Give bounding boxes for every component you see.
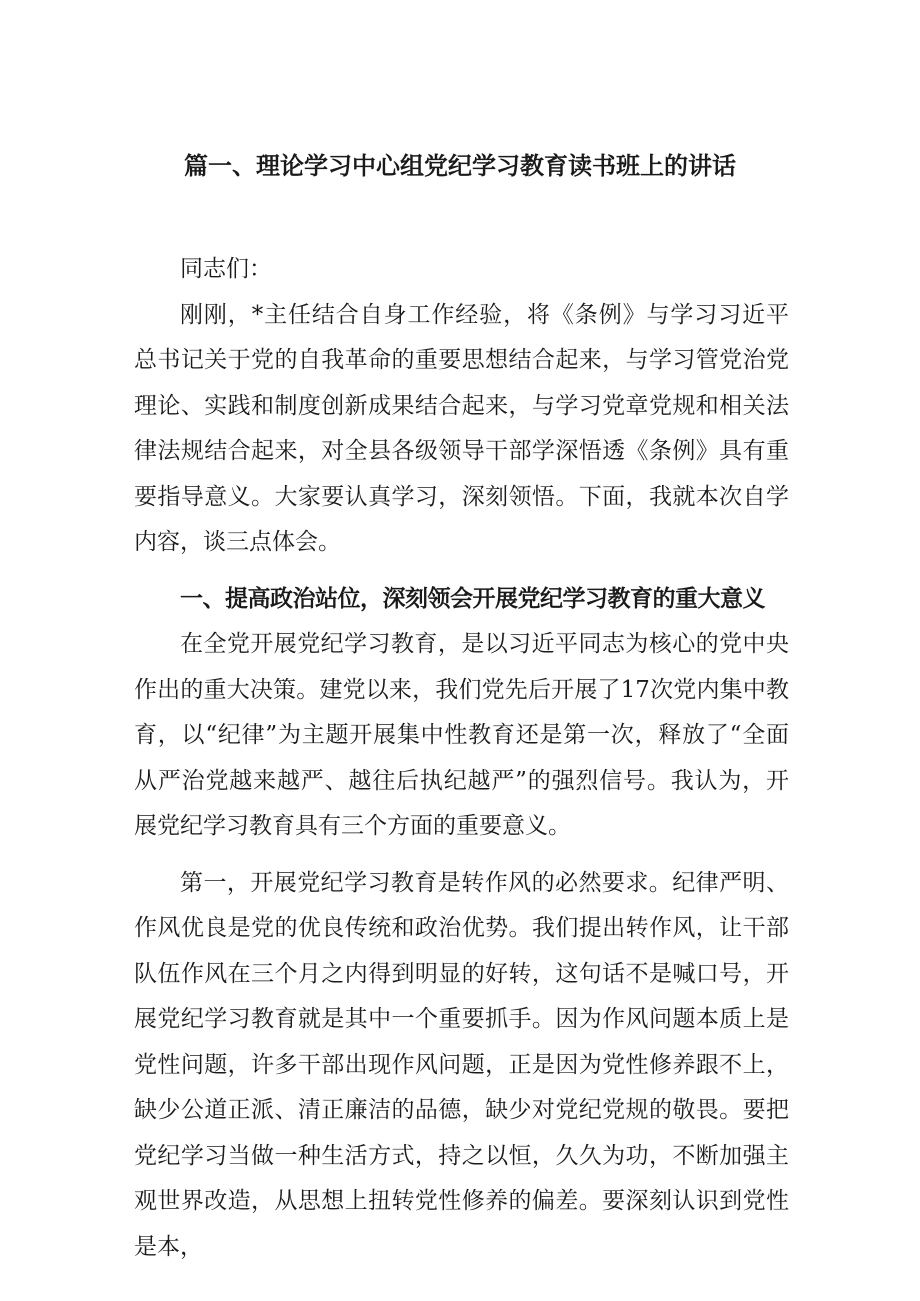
document-title: 篇一、理论学习中心组党纪学习教育读书班上的讲话 — [184, 152, 736, 180]
intro-paragraph: 刚刚，*主任结合自身工作经验，将《条例》与学习习近平总书记关于党的自我革命的重要思想结合起来，与学习管党治党理论、实践和制度创新成果结合起来，与学习党章党规和相关法律法规结合起来，对全县各级领导干部学深悟透《条例》具有重要指导意义。大家要认真学习，深刻领悟。下面，我就本次自学内容，谈三点体会。 — [134, 301, 789, 555]
document-body — [134, 247, 789, 1270]
section-body-paragraph: 在全党开展党纪学习教育，是以习近平同志为核心的党中央作出的重大决策。建党以来，我们党先后开展了17次党内集中教育，以“纪律”为主题开展集中性教育还是第一次，释放了“全面从严治党越来越严、越往后执纪越严”的强烈信号。我认为，开展党纪学习教育具有三个方面的重要意义。 — [134, 631, 789, 839]
section-heading: 一、提高政治站位，深刻领会开展党纪学习教育的重大意义 — [180, 585, 765, 612]
point-one-paragraph: 第一，开展党纪学习教育是转作风的必然要求。纪律严明、作风优良是党的优良传统和政治优势。我们提出转作风，让干部队伍作风在三个月之内得到明显的好转，这句话不是喊口号，开展党纪学习教育就是其中一个重要抓手。因为作风问题本质上是党性问题，许多干部出现作风问题，正是因为党性修养跟不上，缺少公道正派、清正廉洁的品德，缺少对党纪党规的敬畏。要把党纪学习当做一种生活方式，持之以恒，久久为功，不断加强主观世界改造，从思想上扭转党性修养的偏差。要深刻认识到党性是本， — [134, 869, 789, 1260]
paragraph-spacer — [134, 566, 789, 577]
salutation: 同志们： — [180, 256, 272, 282]
paragraph-spacer — [134, 850, 789, 861]
